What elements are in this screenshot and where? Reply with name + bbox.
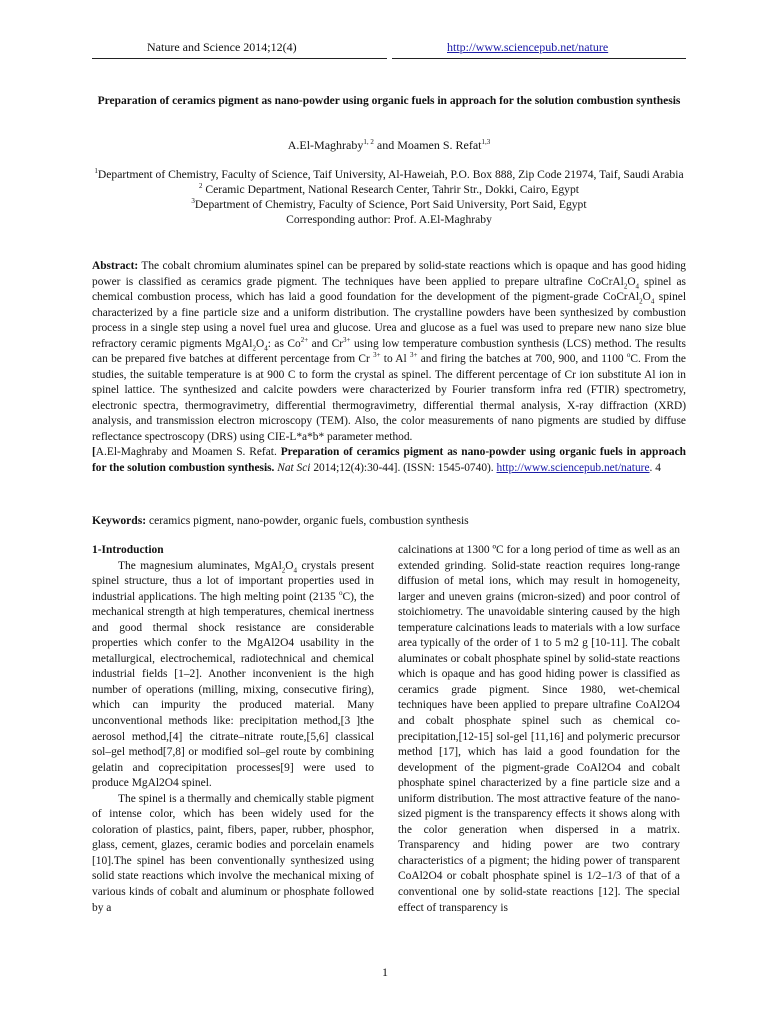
author-line	[92, 138, 686, 153]
body-text: crystals present spinel structure, thus a lot of important properties used in industrial applications. The high melting point (2135	[92, 559, 375, 603]
subscript: 2	[639, 297, 643, 306]
affiliation-2-text: Ceramic Department, National Research Center, Tahrir Str., Dokki, Cairo, Egypt	[202, 183, 579, 196]
citation	[92, 445, 686, 476]
abstract-text: C. From the studies, the suitable temperature is at 900 C to form the crystal as spinel. The different percentage of Cr ion substitute Al ion in spinel lattice. The synthesized and calcite powders were characterized by Fourier transform infra red (FTIR) spectrometry, electronic spectra, thermogravimetry, differential thermogravimetry, differential thermal analysis, X-ray diffraction (XRD) analysis, and transmission electron microscopy (TEM). Also, the color measurements of nano pigments are studied by diffuse reflectance spectroscopy (DRS) using CIE-L*a*b* parameter method.	[92, 353, 686, 443]
affiliation-1-text: Department of Chemistry, Faculty of Science, Taif University, Al-Haweiah, P.O. Box 888, Zip Code 21974, Taif, Saudi Arabia	[97, 168, 684, 181]
author-1: A.El-Maghraby	[287, 138, 364, 152]
body-text: The magnesium aluminates, MgAl	[118, 559, 282, 572]
subscript: 4	[293, 565, 298, 574]
author-1-affil: 1, 2	[363, 138, 374, 146]
abstract-text: to Al	[380, 353, 410, 365]
affiliation-2	[92, 182, 686, 197]
body-text: C), the mechanical strength at high temperatures, chemical inertness and good thermal shock resistance are considerable properties which confer to the MgAl2O4 usability in the metallurgical, electrochemical, radiotechnical and chemical industrial fields [1–2]. Another inconvenient is the high number of operations (milling, mixing, consecutive firing), which can impurity the produced material. Many unconventional methods like: precipitation method,[3 ]the aerosol method,[4] the citrate–nitrate route,[5,6] classical sol–gel method[7,8] or modified sol–gel route by combining gelatin and coprecipitation processes[9] were used to produce MgAl2O4 spinel.	[92, 590, 374, 790]
abstract-text: O	[255, 337, 265, 350]
citation-title: Preparation of ceramics pigment as nano-powder using organic fuels in approach for the solution combustion synthesis.	[92, 446, 686, 474]
affiliations	[92, 167, 686, 227]
superscript: 3+	[409, 351, 418, 360]
running-header-url-link[interactable]: http://www.sciencepub.net/nature	[447, 40, 609, 54]
affiliation-1-marker: 1	[94, 167, 98, 176]
intro-paragraph-2: The spinel is a thermally and chemically stable pigment of intense color, which has been widely used for the coloration of plastics, paint, fibers, paper, rubber, phosphor, glass, cement, glazes, ceramic bodies and porcelain enamels [10].The spinel has been conventionally synthesized using solid state reactions which involve the mechanical mixing of various kinds of cobalt and aluminum or phosphate followed by a	[92, 792, 374, 914]
intro-paragraph-1	[92, 559, 374, 792]
keywords-label: Keywords:	[92, 514, 147, 527]
column-left	[92, 543, 374, 916]
running-header-journal: Nature and Science 2014;12(4)	[147, 40, 297, 54]
subscript: 4	[264, 343, 268, 352]
header-rule-right	[392, 58, 686, 59]
superscript: 3+	[343, 335, 351, 344]
subscript: 2	[623, 281, 628, 290]
subscript: 4	[650, 297, 655, 306]
header-rule-left	[92, 58, 387, 59]
abstract-text: : as Co	[267, 337, 301, 350]
subscript: 4	[635, 281, 640, 290]
abstract	[92, 259, 686, 476]
superscript: o	[338, 588, 343, 597]
affiliation-3	[92, 197, 686, 212]
citation-authors: A.El-Maghraby and Moamen S. Refat.	[95, 446, 281, 458]
superscript: o	[626, 351, 631, 360]
paper-title: Preparation of ceramics pigment as nano-powder using organic fuels in approach for the solution combustion synthesis	[97, 95, 681, 107]
citation-details: 2014;12(4):30-44]. (ISSN: 1545-0740).	[310, 461, 497, 474]
intro-paragraph-3: calcinations at 1300 ºC for a long period of time as well as an extended grinding. Solid-state reaction requires long-range diffusion of metal ions, which may result in homogeneity, larger and uneven grains (micron-sized) and poor control of stoichiometry. The unavoidable sintering caused by the high temperature calcinations leads to materials with a low surface area typically of the order of 1 to 5 m2 g [10-11]. The cobalt aluminates or cobalt phosphate spinel by solid-state reactions which is opaque and has good hiding power is classified as ceramics grade pigment. Since 1980, wet-chemical techniques have been applied to prepare ultrafine CoAl2O4 and cobalt phosphate spinel such as chemical co-precipitation,[12-15] sol-gel [11,16] and polymeric precursor method [17], which has laid a good foundation for the development of the pigment-grade CoAl2O4 and cobalt phosphate spinel characterized by a fine particle size and a uniform distribution. The most attractive feature of the nano-sized pigment is the transparency effects it shows along with the color generation when dispersed in a matrix. Transparency and hiding power are two contrary characteristics of a pigment; the hiding power of transparent CoAl2O4 or cobalt phosphate spinel is 1/2–1/3 of that of a conventional one by solid-state reactions [12]. The special effect of transparency is	[398, 544, 681, 914]
corresponding-author: Corresponding author: Prof. A.El-Maghraby	[286, 213, 492, 226]
abstract-body	[92, 259, 686, 445]
subscript: 2	[281, 565, 286, 574]
citation-tail: . 4	[649, 461, 661, 474]
abstract-text: O	[627, 275, 636, 288]
citation-url-link[interactable]: http://www.sciencepub.net/nature	[496, 461, 650, 474]
affiliation-3-text: Department of Chemistry, Faculty of Science, Port Said University, Port Said, Egypt	[194, 198, 587, 211]
abstract-text: The cobalt chromium aluminates spinel can be prepared by solid-state reactions which is opaque and has good hiding power is classified as ceramics grade pigment. The techniques have been applied to prepare ultrafine CoCrAl	[92, 260, 686, 288]
keywords	[92, 514, 686, 527]
abstract-text: and Cr	[308, 337, 344, 350]
subscript: 2	[252, 343, 256, 352]
section-heading-introduction: 1-Introduction	[92, 544, 164, 556]
citation-bracket: [	[92, 446, 96, 458]
author-and: and	[373, 138, 398, 152]
abstract-text: and firing the batches at 700, 900, and 1100	[417, 353, 627, 365]
abstract-text: spinel characterized by a fine particle size and a uniform distribution. The crystalline powders have been synthesized by combustion process in a single step using a novel fuel urea and glucose. Urea and glucose as a fuel was used to prepare new nano size blue refractory ceramic pigments MgAl	[92, 291, 686, 350]
column-right	[398, 543, 680, 916]
citation-journal: Nat Sci	[274, 461, 311, 474]
abstract-text: using low temperature combustion synthesis (LCS) method. The results can be prepared five batches at different percentage from Cr	[92, 337, 686, 365]
affiliation-1	[92, 167, 686, 182]
abstract-text: spinel as chemical combustion process, which has laid a good foundation for the development of the pigment-grade CoCrAl	[92, 275, 686, 303]
author-2-affil: 1,3	[481, 138, 491, 146]
superscript: 2+	[300, 335, 309, 344]
affiliation-2-marker: 2	[199, 182, 203, 191]
abstract-text: O	[642, 291, 651, 303]
abstract-label: Abstract:	[92, 260, 139, 272]
affiliation-3-marker: 3	[191, 197, 195, 206]
author-2: Moamen S. Refat	[397, 138, 482, 152]
keywords-text: ceramics pigment, nano-powder, organic fuels, combustion synthesis	[146, 514, 469, 527]
page-number: 1	[382, 965, 388, 979]
superscript: 3+	[373, 351, 381, 360]
body-text: O	[285, 559, 294, 572]
